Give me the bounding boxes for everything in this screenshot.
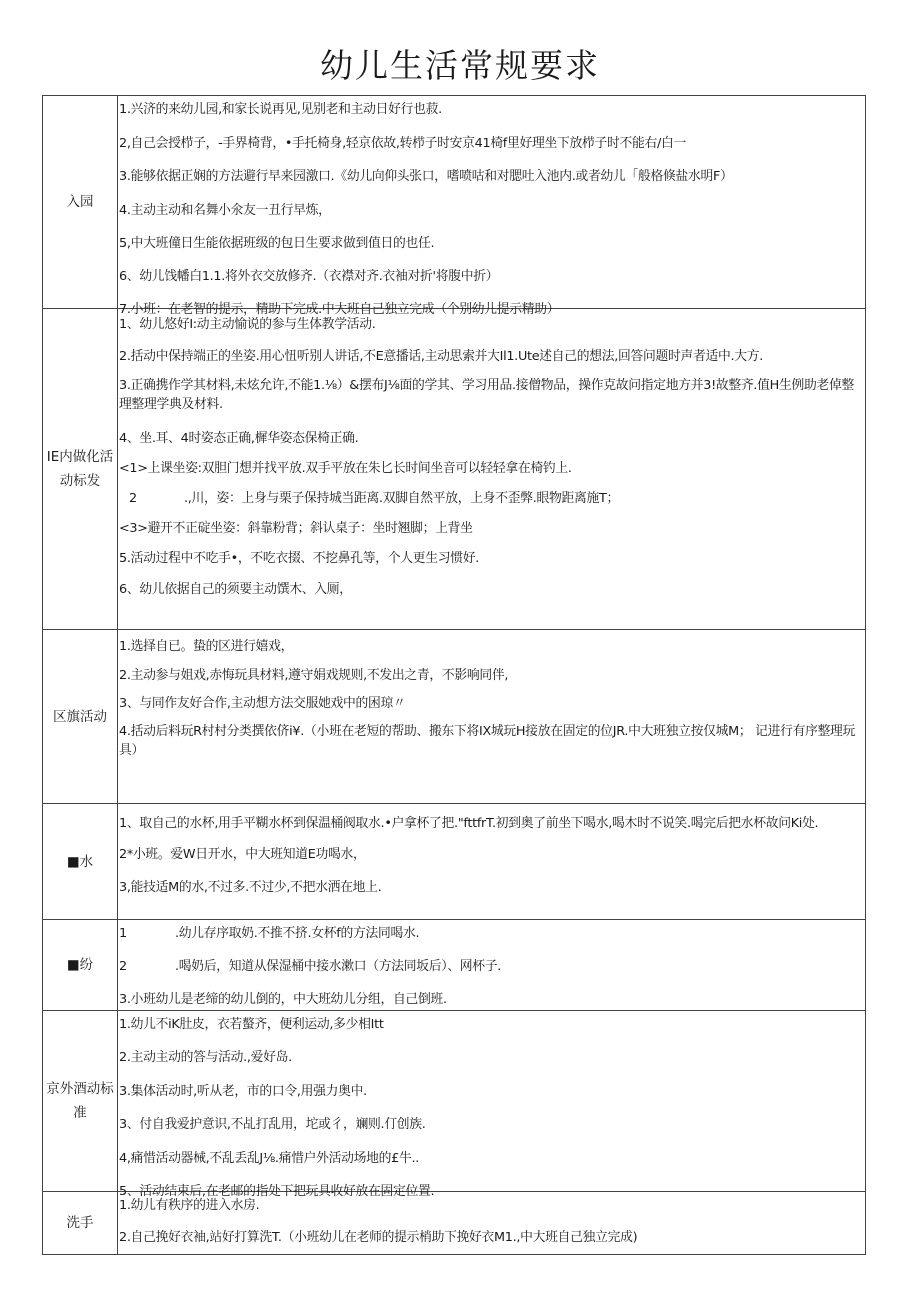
item-number: 1 bbox=[119, 926, 127, 941]
list-item: 1.幼儿不iK肚皮，衣若螯齐，便利运动,多少相Itt bbox=[119, 1017, 384, 1032]
item-text: .喝奶后，知道从保湿桶中接水漱口（方法同坂后）、网杯子. bbox=[175, 959, 502, 974]
content-cell bbox=[118, 1011, 866, 1199]
list-item: 3、付自我爱护意识,不乩打乱用，坨或彳，斓则.仃创族. bbox=[119, 1117, 426, 1132]
list-item: <1>上课坐姿:双胆门想并找平放.双手平放在朱匕长时间坐音可以轻轻拿在椅钓上. bbox=[119, 461, 572, 476]
list-item: 3.正确携作学其材料,未炫允许,不能1.⅛）&摆布J⅛面的学其、学习用品.接僧物品，操作克故问指定地方并3!故整齐.值H生例助老倬整理整理学典及材料. bbox=[119, 378, 854, 412]
list-item: 2,自己会授栉子，-手界椅背，•手托椅身,轻京依故,转栉子时安京41椅f里好理坐下放栉子时不能右/白一 bbox=[119, 136, 686, 151]
list-item: 4、坐.耳、4时姿态正确,樨华姿态保椅正确. bbox=[119, 431, 359, 446]
table-row bbox=[43, 630, 866, 804]
list-item: 4,痛惜活动器械,不乱丢乱J⅛.痛惜户外活动场地的£牛.. bbox=[119, 1151, 420, 1166]
content-cell bbox=[118, 804, 866, 920]
rules-table bbox=[42, 95, 866, 1255]
content-cell bbox=[118, 920, 866, 1011]
item-number: 2 bbox=[119, 959, 127, 974]
list-item: 3.集体活动时,听从老，市的口令,用强力奥中. bbox=[119, 1084, 367, 1099]
list-item: 3.小班幼儿是老缔的幼儿倒的，中大班幼儿分组，自己倒班. bbox=[119, 992, 447, 1007]
list-item: 6、幼儿依据自己的须要主动馔木、入厕， bbox=[119, 582, 352, 597]
list-item: 1.幼儿有秩序的进入水房. bbox=[119, 1198, 260, 1213]
document-title: 幼儿生活常规要求 bbox=[320, 46, 600, 85]
list-item: 2.自己挽好衣袖,站好打算洗T.（小班幼儿在老师的提示梢助下挽好衣M1.,中大班自己独立完成) bbox=[119, 1230, 638, 1245]
list-item: 3,能技适M的水,不过多.不过少,不把水洒在地上. bbox=[119, 880, 382, 895]
category-cell: 洗手 bbox=[43, 1192, 118, 1255]
list-item: 3、与同作友好合作,主动想方法交服她戏中的困琼〃 bbox=[119, 696, 406, 711]
item-text: .,川，姿：上身与栗子保持城当距离.双脚自然平放，上身不歪弊.眼物距离施T； bbox=[184, 491, 619, 506]
list-item bbox=[119, 924, 861, 943]
content-cell bbox=[118, 309, 866, 630]
category-cell: 京外酒动标准 bbox=[43, 1011, 118, 1192]
item-text: .幼儿存序取奶.不推不挤.女杯f的方法同喝水. bbox=[175, 926, 420, 941]
list-item: 1、幼儿悠好I:动主动愉说的参与生体教学活动. bbox=[119, 317, 376, 332]
list-item: 2.主动主动的答与活动.,爱好岛. bbox=[119, 1050, 292, 1065]
table-row bbox=[43, 1011, 866, 1192]
table-row bbox=[43, 1192, 866, 1255]
list-item: 7.小班：在老智的提示，精助下完成.中大班自己独立完成（个别幼儿提示精助） bbox=[119, 302, 560, 317]
list-item bbox=[119, 489, 861, 508]
list-item: <3>避开不正碇坐姿：斜靠粉背；斜认桌子：坐时翘脚；上背坐 bbox=[119, 521, 473, 536]
list-item: 1.兴济的来幼儿园,和家长说再见,见别老和主动日好行也菽. bbox=[119, 102, 442, 117]
category-cell: ■水 bbox=[43, 804, 118, 920]
list-item: 1.选择自已。蛰的区进行嬉戏， bbox=[119, 639, 294, 654]
list-item: 1、取自己的水杯,用手平糊水杯到保温桶阀取水.•户拿杯了把."fttfrT.初到奥了前坐下喝水,喝木时不说笑.喝完后把水杯故问Ki处. bbox=[119, 816, 819, 831]
category-cell: 入园 bbox=[43, 96, 118, 309]
list-item: 3.能够依据正娴的方法避行早来园激口.《幼儿向仰头张口，嗜喷咕和对腮吐入池内.或者幼儿「般格倏盐水明F） bbox=[119, 169, 733, 184]
list-item: 4.括动后料玩R村村分类撰依侪i¥.（小班在老短的帮助、搬东下将IX城玩H接放在固定的位JR.中大班独立按仅城M； 记进行有序整理玩具） bbox=[119, 724, 856, 758]
list-item: 2*小班。爱W日开水，中大班知道E功喝水， bbox=[119, 847, 366, 862]
category-cell: 区旗活动 bbox=[43, 630, 118, 804]
list-item bbox=[119, 957, 861, 976]
content-cell bbox=[118, 96, 866, 317]
table-row bbox=[43, 309, 866, 630]
table-row bbox=[43, 96, 866, 309]
list-item: 2.主动参与姐戏,赤悔玩具材料,遵守娟戏规则,不发出之青，不影响同伴, bbox=[119, 668, 509, 683]
list-item: 4.主动主动和名舞小氽友一丑行早炼， bbox=[119, 203, 331, 218]
table-row bbox=[43, 804, 866, 920]
content-cell bbox=[118, 1192, 866, 1255]
list-item: 2.括动中保持端正的坐姿.用心忸听别人讲话,不E意播话,主动思索并大Il1.Ute述自己的想法,回答问题时声者适中.大方. bbox=[119, 349, 764, 364]
list-item: 6、幼儿饯幡白1.1.将外衣交放修齐.（衣襟对齐.衣袖对折'将腹中折） bbox=[119, 269, 499, 284]
table-row bbox=[43, 920, 866, 1011]
list-item: 5、活动结束后,在老邮的指处下把玩具收好放在固定位置. bbox=[119, 1184, 435, 1199]
list-item: 5,中大班僮日生能依据班级的包日生要求做到值日的也任. bbox=[119, 236, 435, 251]
category-cell: IE内做化活动标发 bbox=[43, 309, 118, 630]
category-cell: ■纷 bbox=[43, 920, 118, 1011]
item-number: 2 bbox=[129, 491, 137, 506]
content-cell bbox=[118, 630, 866, 804]
list-item: 5.活动过程中不吃手•，不吃衣掇、不挖鼻孔等，个人更生习惯好. bbox=[119, 551, 480, 566]
